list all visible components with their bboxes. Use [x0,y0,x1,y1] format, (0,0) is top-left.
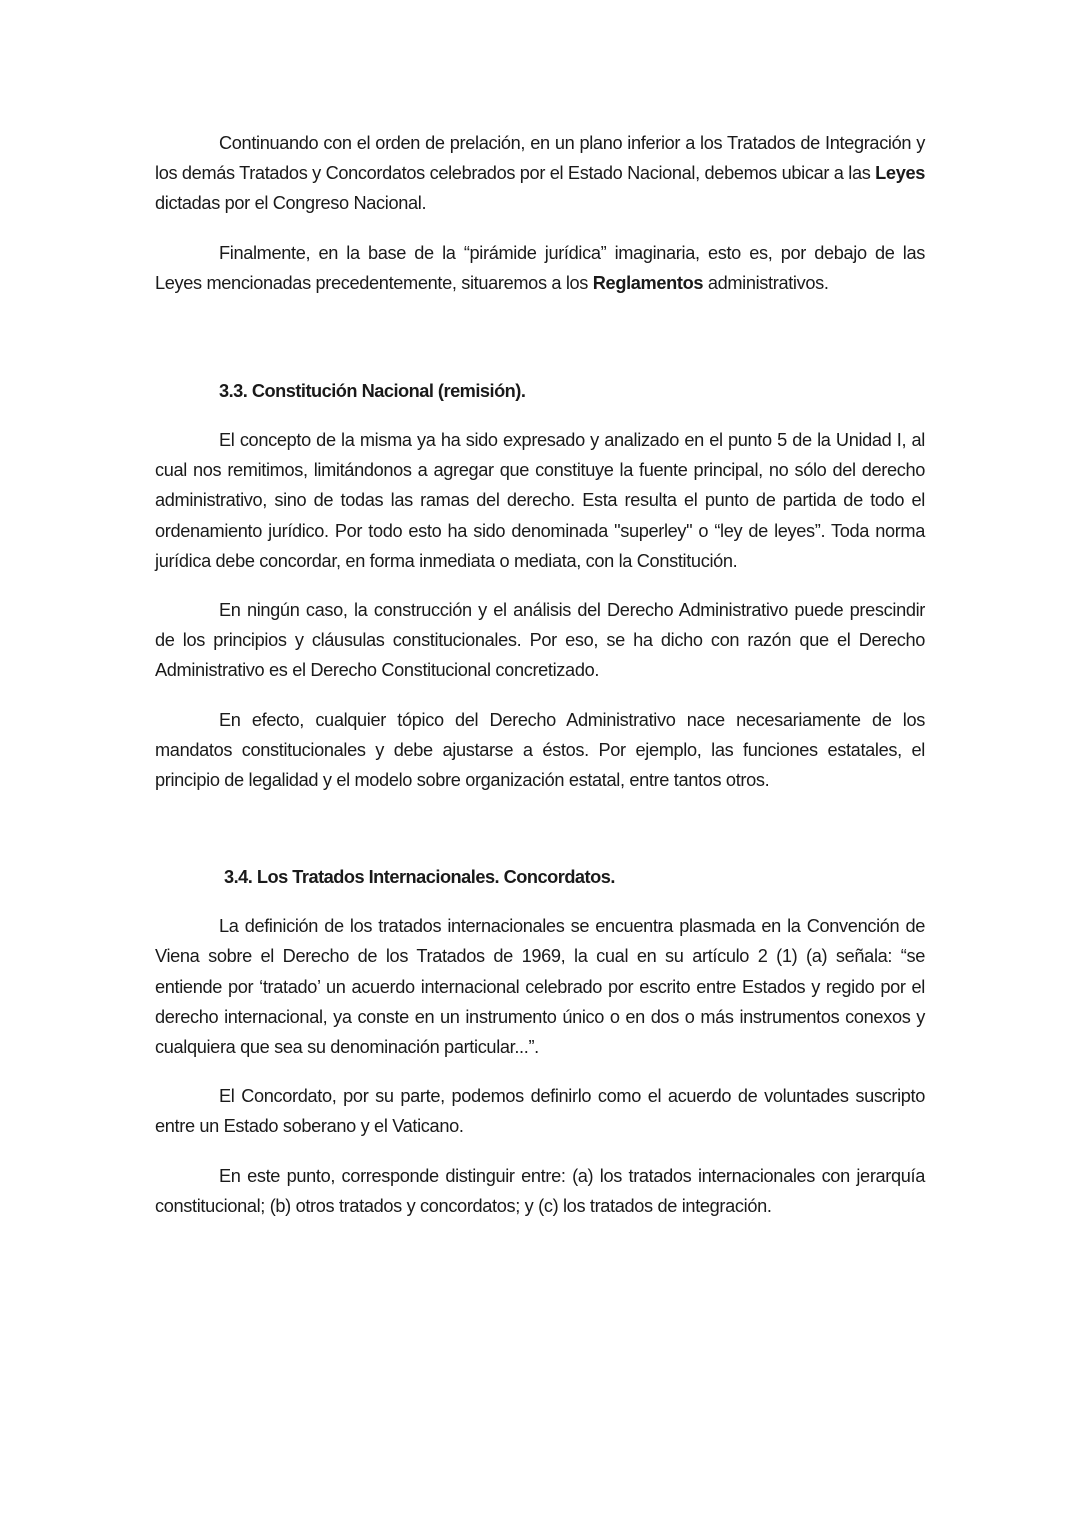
paragraph-text: dictadas por el Congreso Nacional. [155,193,427,214]
bold-term-reglamentos: Reglamentos [592,272,704,293]
paragraph: La definición de los tratados internacionales se encuentra plasmada en la Convención de Viena sobre el Derecho de los Tratados de 1969, la cual en su artículo 2 (1) (a) señala: “se entiende por ‘tratado’ un acuerdo internacional celebrado por escrito entre Estados y regido por el derecho internacional, ya conste en un instrumento único o en dos o más instrumentos conexos y cualquiera que sea su denominación particular...”. [155,916,925,1058]
paragraph: En efecto, cualquier tópico del Derecho Administrativo nace necesariamente de los mandatos constitucionales y debe ajustarse a éstos. Por ejemplo, las funciones estatales, el principio de legalidad y el modelo sobre organización estatal, entre tantos otros. [155,709,925,791]
bold-term-leyes: Leyes [875,163,925,184]
paragraph: El concepto de la misma ya ha sido expresado y analizado en el punto 5 de la Unidad I, al cual nos remitimos, limitándonos a agregar que constituye la fuente principal, no sólo del derecho administrativo, sino de todas las ramas del derecho. Esta resulta el punto de partida de todo el ordenamiento jurídico. Por todo esto ha sido denominada "superley" o “ley de leyes”. Toda norma jurídica debe concordar, en forma inmediata o mediata, con la Constitución. [155,430,925,571]
paragraph: En ningún caso, la construcción y el análisis del Derecho Administrativo puede prescindir de los principios y cláusulas constitucionales. Por eso, se ha dicho con razón que el Derecho Administrativo es el Derecho Constitucional concretizado. [155,600,925,681]
paragraph-leyes [155,128,925,219]
paragraph: El Concordato, por su parte, podemos definirlo como el acuerdo de voluntades suscripto entre un Estado soberano y el Vaticano. [155,1086,925,1137]
section-heading: 3.3. Constitución Nacional (remisión). [219,381,526,402]
paragraph-text: Continuando con el orden de prelación, en un plano inferior a los Tratados de Integración y los demás Tratados y Concordatos celebrados por el Estado Nacional, debemos ubicar a las [155,133,925,184]
paragraph: En este punto, corresponde distinguir entre: (a) los tratados internacionales con jerarquía constitucional; (b) otros tratados y concordatos; y (c) los tratados de integración. [155,1165,925,1216]
section-3-4 [155,862,925,1221]
section-heading: 3.4. Los Tratados Internacionales. Concordatos. [224,867,615,888]
paragraph-text: Finalmente, en la base de la “pirámide jurídica” imaginaria, esto es, por debajo de las Leyes mencionadas precedentemente, situaremos a los [155,242,925,293]
paragraph-text: administrativos. [703,272,829,293]
document-page [155,128,925,1221]
paragraph-reglamentos [155,238,925,298]
section-3-3 [155,376,925,795]
